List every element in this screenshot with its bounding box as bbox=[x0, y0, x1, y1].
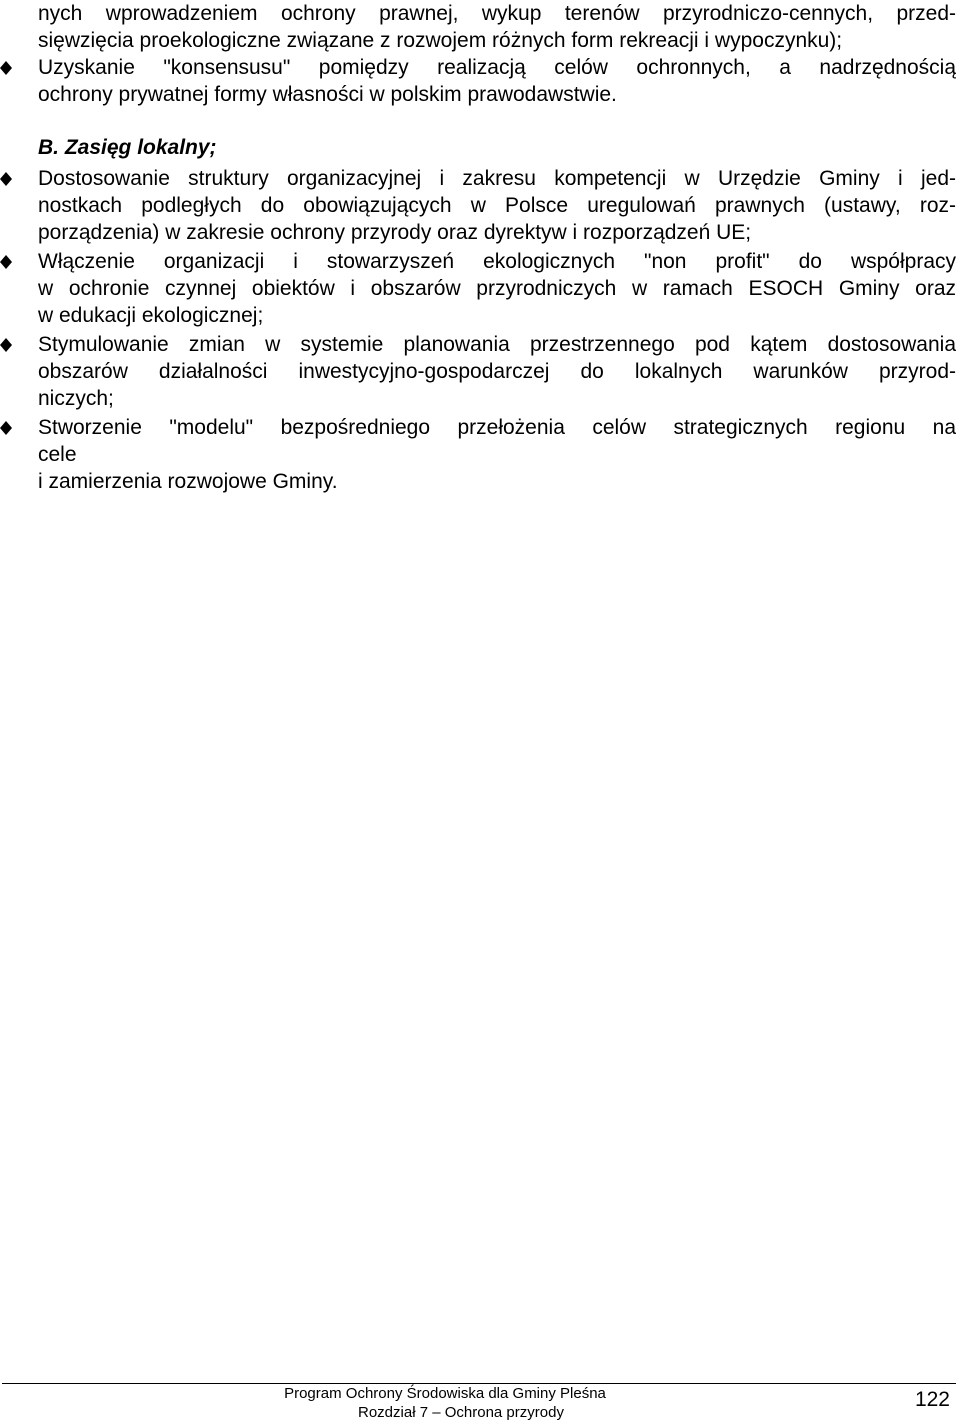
diamond-bullet-icon bbox=[0, 338, 12, 350]
text-line: Uzyskanie "konsensusu" pomiędzy realizacją celów ochronnych, a nadrzędnością bbox=[38, 56, 956, 79]
continuation-paragraph bbox=[38, 0, 956, 54]
diamond-bullet-icon bbox=[0, 172, 12, 184]
text-line: Stymulowanie zmian w systemie planowania przestrzennego pod kątem dostosowania bbox=[38, 333, 956, 356]
diamond-bullet-icon bbox=[0, 255, 12, 267]
text-line: w ochronie czynnej obiektów i obszarów przyrodniczych w ramach ESOCH Gminy oraz bbox=[38, 277, 956, 300]
text-line: obszarów działalności inwestycyjno-gospodarczej do lokalnych warunków przyrod- bbox=[38, 360, 956, 383]
text-line: Stworzenie "modelu" bezpośredniego przełożenia celów strategicznych regionu na bbox=[38, 416, 956, 439]
diamond-bullet-icon bbox=[0, 421, 12, 433]
bullet-item bbox=[38, 414, 956, 495]
bullet-item bbox=[38, 331, 956, 412]
bullet-item bbox=[38, 54, 956, 108]
text-line: Włączenie organizacji i stowarzyszeń ekologicznych "non profit" do współpracy bbox=[38, 250, 956, 273]
text-line: w edukacji ekologicznej; bbox=[38, 304, 264, 327]
text-line: porządzenia) w zakresie ochrony przyrody oraz dyrektyw i rozporządzeń UE; bbox=[38, 221, 752, 244]
footer-chapter bbox=[358, 1404, 878, 1422]
footer-dash: – bbox=[432, 1404, 441, 1421]
text-line: sięwzięcia proekologiczne związane z rozwojem różnych form rekreacji i wypoczynku); bbox=[38, 29, 843, 52]
diamond-bullet-icon bbox=[0, 61, 12, 73]
text-line: Dostosowanie struktury organizacyjnej i zakresu kompetencji w Urzędzie Gminy i jed- bbox=[38, 167, 956, 190]
text-line: nostkach podległych do obowiązujących w Polsce uregulowań prawnych (ustawy, roz- bbox=[38, 194, 956, 217]
footer-chapter-label: Rozdział 7 bbox=[358, 1404, 429, 1421]
text-line: i zamierzenia rozwojowe Gminy. bbox=[38, 470, 338, 493]
bullet-item bbox=[38, 165, 956, 246]
bullet-item bbox=[38, 248, 956, 329]
text-line: nych wprowadzeniem ochrony prawnej, wykup terenów przyrodniczo-cennych, przed- bbox=[38, 2, 956, 25]
footer-divider bbox=[2, 1383, 956, 1384]
text-line: niczych; bbox=[38, 387, 114, 410]
section-heading: B. Zasięg lokalny; bbox=[38, 136, 217, 159]
page-number: 122 bbox=[914, 1388, 950, 1411]
text-line: cele bbox=[38, 443, 77, 466]
text-line: ochrony prywatnej formy własności w polskim prawodawstwie. bbox=[38, 83, 617, 106]
footer-chapter-title: Ochrona przyrody bbox=[444, 1404, 564, 1421]
footer-program-title: Program Ochrony Środowiska dla Gminy Pleśna bbox=[284, 1385, 606, 1402]
